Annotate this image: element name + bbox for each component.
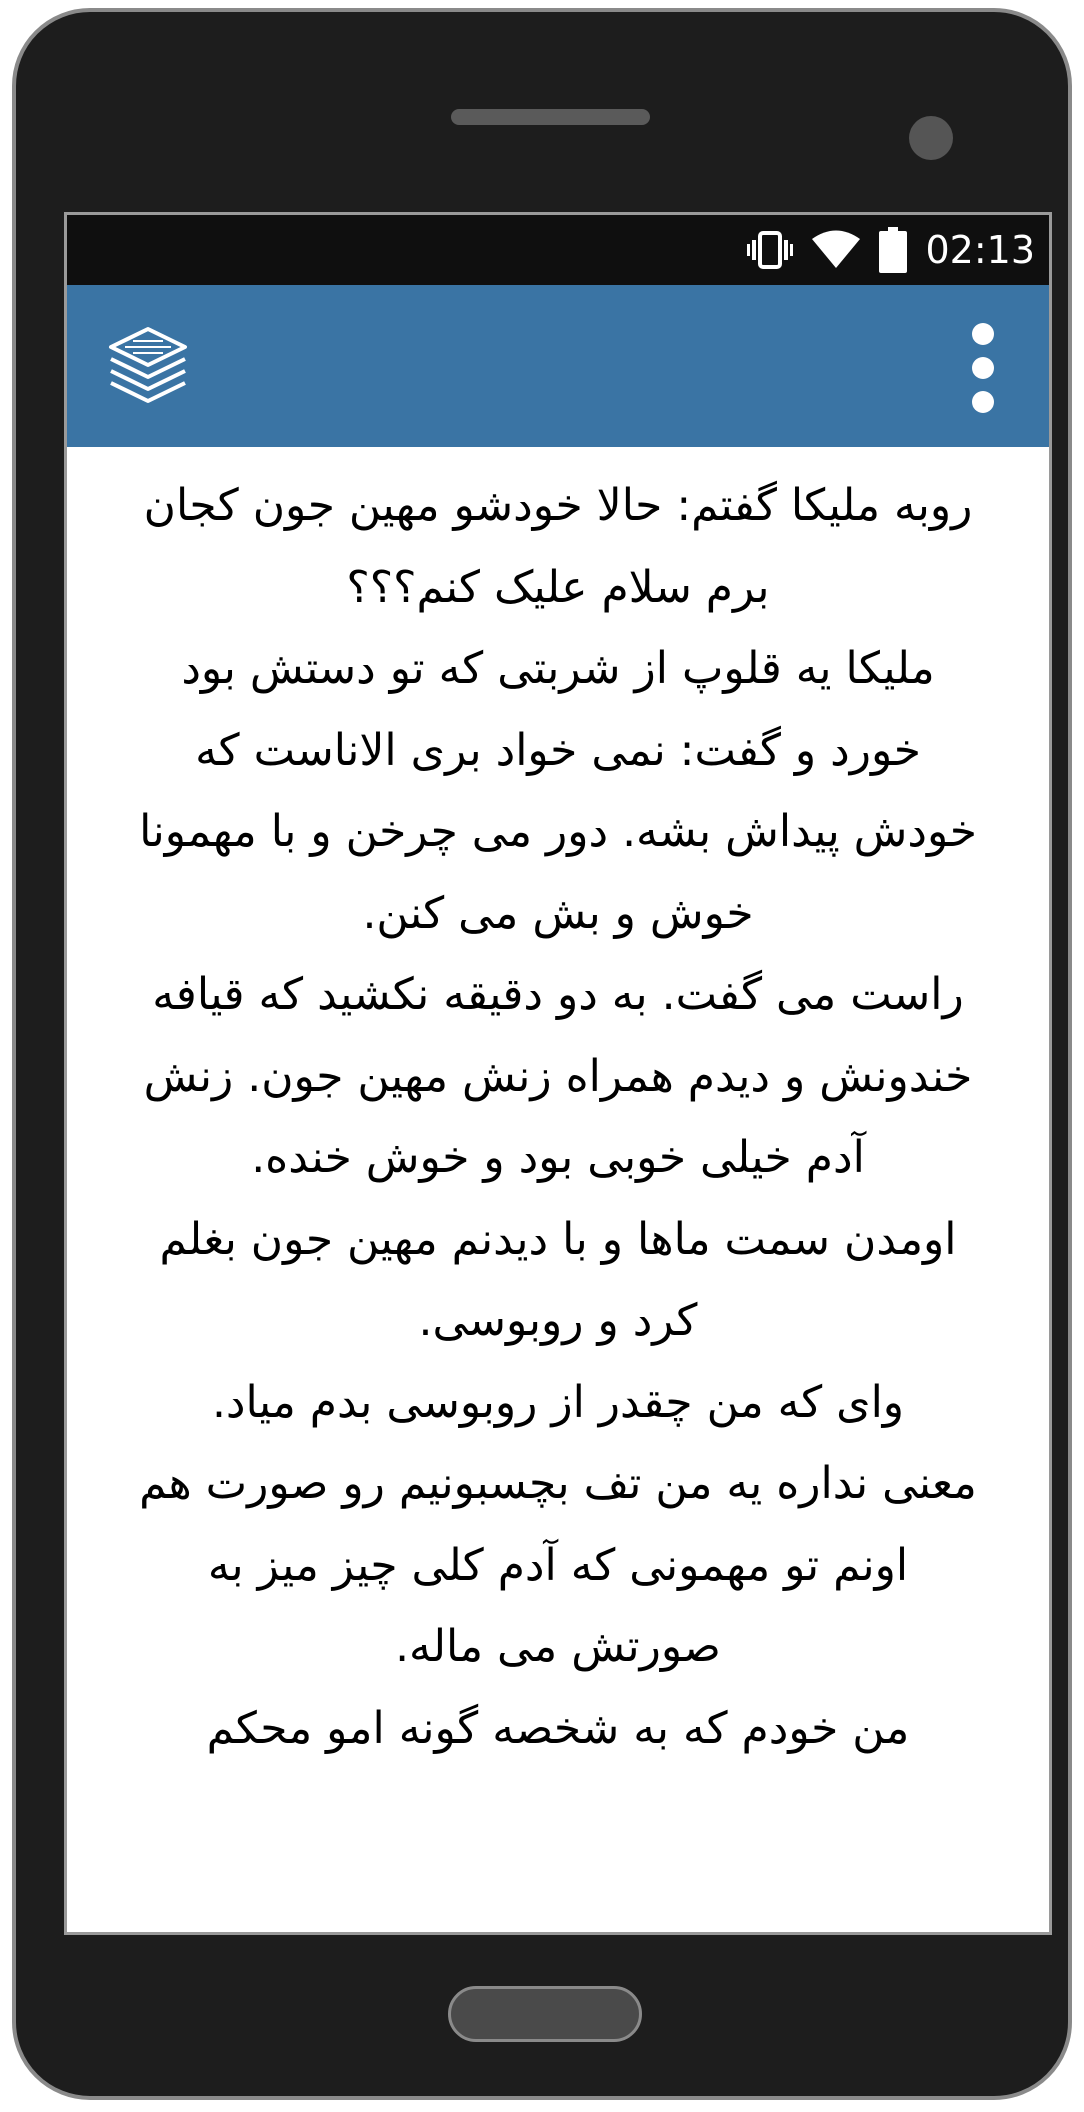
story-paragraph: وای که من چقدر از روبوسی بدم میاد.	[211, 1376, 905, 1428]
story-paragraph: راست می گفت. به دو دقیقه نکشید که قیافه خندونش و دیدم همراه زنش مهین جون. زنش آدم خیلی خوبی بود و خوش خنده.	[143, 969, 973, 1183]
menu-dot	[972, 323, 994, 345]
earpiece-speaker	[451, 109, 650, 125]
story-paragraph: معنی نداره یه من تف بچسبونیم رو صورت هم اونم تو مهمونی که آدم کلی چیز میز به صورتش می ماله.	[139, 1458, 977, 1672]
story-paragraph: اومدن سمت ماها و با دیدنم مهین جون بغلم کرد و روبوسی.	[159, 1213, 957, 1346]
front-camera	[909, 116, 953, 160]
phone-frame	[12, 8, 1072, 2100]
vibrate-icon	[747, 230, 793, 270]
battery-icon	[879, 227, 907, 273]
app-bar	[67, 285, 1049, 447]
layers-icon[interactable]	[105, 323, 191, 409]
home-button[interactable]	[448, 1986, 642, 2042]
story-paragraph: روبه ملیکا گفتم: حالا خودشو مهین جون کجان برم سلام علیک کنم؟؟؟	[143, 480, 973, 613]
status-icons	[747, 215, 1035, 285]
menu-dot	[972, 391, 994, 413]
device-screen	[64, 212, 1052, 1935]
story-text	[137, 465, 979, 1769]
story-paragraph: ملیکا یه قلوپ از شربتی که تو دستش بود خورد و گفت: نمی خواد بری الاناست که خودش پیداش بشه. دور می چرخن و با مهمونا خوش و بش می کنن.	[139, 643, 977, 939]
story-paragraph: من خودم که به شخصه گونه امو محکم	[206, 1702, 910, 1754]
more-vert-icon[interactable]	[963, 323, 1003, 413]
status-bar	[67, 215, 1049, 285]
status-time: 02:13	[925, 228, 1035, 272]
wifi-icon	[811, 230, 861, 270]
menu-dot	[972, 357, 994, 379]
